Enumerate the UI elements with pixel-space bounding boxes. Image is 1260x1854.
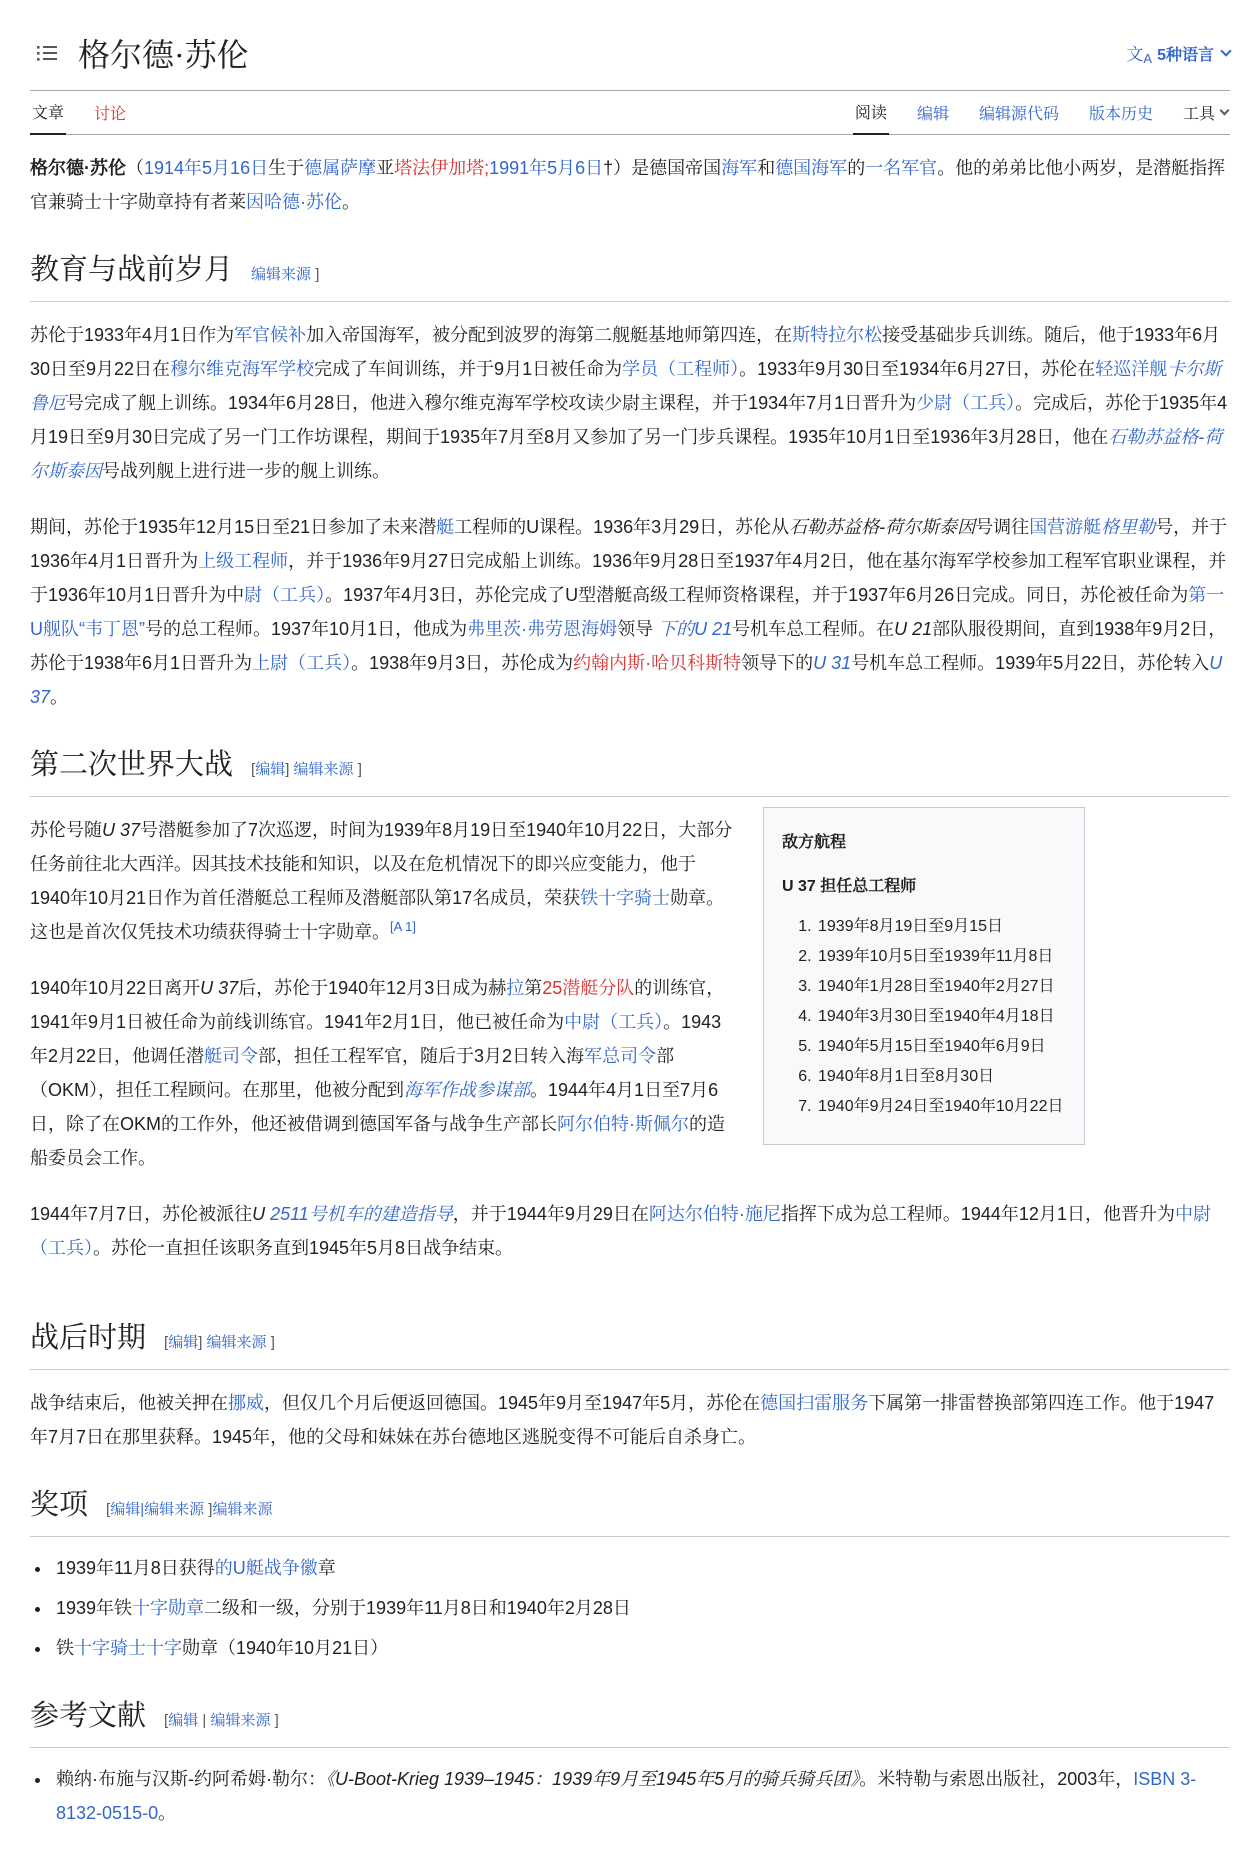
wiki-link[interactable]: 一名军官 xyxy=(865,158,938,178)
wiki-link[interactable]: 拉 xyxy=(506,978,525,998)
text-segment: ] xyxy=(198,1334,207,1351)
lead-paragraph xyxy=(30,151,1230,219)
patrol-item: 2. 1939年10月5日至1939年11月8日 xyxy=(816,942,1066,972)
tab-talk[interactable]: 讨论 xyxy=(94,105,127,123)
text-segment: 。完成后，苏伦于1935年4月19日至9月30日完成了另一门工作坊课程，期间于1935年7月至8月又参加了另一门步兵课程。1935年10月1日至1936年3月28日，他在 xyxy=(30,393,1228,447)
namespace-tabs xyxy=(30,91,128,134)
wiki-link[interactable]: 卡尔斯鲁厄 xyxy=(30,359,1222,413)
wiki-link[interactable]: [A 1] xyxy=(390,919,417,934)
wiki-link[interactable]: 2511号机车的建造指导 xyxy=(270,1204,453,1224)
wiki-link[interactable]: 军总司令 xyxy=(584,1046,657,1066)
wiki-link[interactable]: 德国扫雷服务 xyxy=(760,1393,869,1413)
text-segment: [ xyxy=(164,1334,169,1351)
hamburger-icon[interactable] xyxy=(30,36,64,70)
wiki-link[interactable]: 石勒苏益格-荷尔斯泰因 xyxy=(30,427,1223,481)
text-segment: 指挥下成为总工程师。1944年12月1日，他晋升为 xyxy=(780,1204,1175,1224)
section-edit-links xyxy=(164,1326,275,1360)
text-segment: [ xyxy=(251,761,256,778)
infobox-subtitle: U 37 担任总工程师 xyxy=(782,878,917,895)
section-title: 战后时期 xyxy=(30,1322,147,1354)
text-segment: 下属第一排雷替换部第四连工作。他于1947年7月7日在那里获释。1945年，他的父母和妹妹在苏台德地区逃脱变得不可能后自杀身亡。 xyxy=(30,1393,1215,1447)
section-title: 教育与战前岁月 xyxy=(30,254,234,286)
text-segment: 。他的弟弟比他小两岁，是潜艇指挥官兼骑士十字勋章持有者莱 xyxy=(30,158,1226,212)
wiki-link[interactable]: 编辑 xyxy=(168,1712,199,1729)
patrol-item: 6. 1940年8月1日至8月30日 xyxy=(816,1062,1066,1092)
text-segment: 1939年11月8日获得 xyxy=(56,1558,215,1578)
text-segment: 号战列舰上进行进一步的舰上训练。 xyxy=(102,461,390,481)
text-segment: 部队服役期间，直到1938年9月2日，苏伦于1938年6月1日晋升为 xyxy=(30,619,1227,673)
text-segment: 铁 xyxy=(56,1638,74,1658)
paragraph xyxy=(30,1197,1230,1265)
text-segment: （ xyxy=(126,158,144,178)
text-segment: 第 xyxy=(524,978,543,998)
text-segment: 号，并于1936年4月1日晋升为 xyxy=(30,517,1228,571)
chevron-down-icon xyxy=(1220,105,1230,115)
enemy-patrols-infobox xyxy=(763,807,1085,1145)
text-segment: 1940年10月22日离开 xyxy=(30,978,201,998)
wiki-link[interactable]: 因哈德·苏伦 xyxy=(246,192,342,212)
wiki-link[interactable]: 阿达尔伯特·施尼 xyxy=(648,1204,781,1224)
view-tabs xyxy=(853,91,1230,134)
section-edit-links xyxy=(106,1493,272,1527)
text-segment: 。 xyxy=(342,192,360,212)
text-segment: 亚 xyxy=(376,158,395,178)
patrol-item: 3. 1940年1月28日至1940年2月27日 xyxy=(816,972,1066,1002)
tab-article[interactable]: 文章 xyxy=(30,91,66,135)
award-item xyxy=(52,1591,1230,1625)
wiki-link[interactable]: 编辑 xyxy=(168,1334,199,1351)
list-icon-glyph xyxy=(36,42,58,64)
wiki-link[interactable]: 中尉（工兵） xyxy=(564,1012,664,1032)
wiki-link[interactable]: 中尉（工兵） xyxy=(30,1204,1211,1258)
wiki-link[interactable]: 上尉（工兵） xyxy=(252,653,352,673)
wiki-link[interactable]: 铁十字骑士 xyxy=(580,888,671,908)
infobox-title: 敌方航程 xyxy=(782,834,847,851)
wiki-link[interactable]: 的U艇战争徽 xyxy=(214,1558,318,1578)
text-segment: 和 xyxy=(757,158,776,178)
wiki-link[interactable]: 海军作战参谋部 xyxy=(404,1080,530,1100)
tab-read[interactable]: 阅读 xyxy=(853,91,889,135)
text-segment: 完成了车间训练，并于9月1日被任命为 xyxy=(314,359,623,379)
references-list xyxy=(52,1762,1230,1830)
section-heading-awards xyxy=(30,1488,1230,1537)
section-heading-references xyxy=(30,1699,1230,1748)
text-segment: 。1937年4月3日，苏伦完成了U型潜艇高级工程师资格课程，并于1937年6月26日完成。同日，苏伦被任命为 xyxy=(325,585,1189,605)
tab-edit[interactable]: 编辑 xyxy=(916,105,949,123)
text-segment: 领导 xyxy=(617,619,659,639)
text-segment: 。米特勒与索恩出版社，2003年， xyxy=(859,1769,1134,1789)
text-segment: †）是德国帝国 xyxy=(603,158,722,178)
text-segment: 苏伦于1933年4月1日作为 xyxy=(30,325,235,345)
text-segment: 号的总工程师。1937年10月1日，他成为 xyxy=(145,619,468,639)
wiki-link[interactable]: 德国海军 xyxy=(775,158,848,178)
text-segment: 。 xyxy=(158,1803,177,1823)
red-link[interactable]: 25潜艇分队 xyxy=(542,978,635,998)
wiki-link[interactable]: 编辑 xyxy=(255,761,286,778)
text-segment: 赖纳·布施与汉斯-约阿希姆·勒尔： xyxy=(56,1769,326,1789)
text-segment: 加入帝国海军，被分配到波罗的海第二舰艇基地师第四连，在 xyxy=(306,325,793,345)
paragraph xyxy=(30,318,1230,488)
page-title: 格尔德·苏伦 xyxy=(78,37,249,73)
text-segment: 战争结束后，他被关押在 xyxy=(30,1393,228,1413)
text-segment: 。1943年2月22日，他调任潜 xyxy=(30,1012,722,1066)
text-segment: 格尔德·苏伦 xyxy=(30,158,126,178)
section-edit-links xyxy=(251,258,319,292)
paragraph xyxy=(30,1386,1230,1454)
wiki-link[interactable]: 编辑来源 xyxy=(206,1712,271,1729)
text-segment: 的训练官，1941年9月1日被任命为前线训练官。1941年2月1日，他已被任命为 xyxy=(30,978,725,1032)
tools-menu-button[interactable]: 工具 xyxy=(1181,91,1230,134)
section-edit-links xyxy=(251,753,362,787)
patrol-item: 7. 1940年9月24日至1940年10月22日 xyxy=(816,1092,1066,1122)
award-item xyxy=(52,1551,1230,1585)
text-segment: U 37 xyxy=(102,820,141,840)
wiki-link[interactable]: 格里勒 xyxy=(1101,517,1156,537)
article-content xyxy=(30,151,1230,1830)
text-segment: ] xyxy=(270,1712,279,1729)
wiki-link[interactable]: ISBN 3-8132-0515-0 xyxy=(56,1769,1197,1823)
patrol-item: 4. 1940年3月30日至1940年4月18日 xyxy=(816,1002,1066,1032)
text-segment: U 21 xyxy=(894,619,933,639)
text-segment: 部（OKM），担任工程顾问。在那里，他被分配到 xyxy=(30,1046,675,1100)
wiki-link[interactable]: 编辑来源 xyxy=(212,1501,273,1518)
text-segment: ] xyxy=(204,1501,213,1518)
paragraph xyxy=(30,510,1230,714)
text-segment: ，并于1944年9月29日在 xyxy=(452,1204,649,1224)
text-segment: 。1933年9月30日至1934年6月27日，苏伦在 xyxy=(739,359,1096,379)
language-icon: 文$_A$ xyxy=(1126,45,1153,66)
text-segment: 期间，苏伦于1935年12月15日至21日参加了未来潜 xyxy=(30,517,437,537)
awards-list xyxy=(52,1551,1230,1665)
wiki-link[interactable]: 编辑来源 xyxy=(251,266,312,283)
text-segment: 的 xyxy=(847,158,866,178)
wiki-link[interactable]: 穆尔维克海军学校 xyxy=(170,359,315,379)
text-segment: ，但仅几个月后便返回德国。1945年9月至1947年5月，苏伦在 xyxy=(264,1393,761,1413)
text-segment: 《U-Boot-Krieg 1939–1945：1939年9月至1945年5月的骑兵骑兵团》 xyxy=(325,1769,860,1789)
text-segment: ] xyxy=(285,761,294,778)
wiki-link[interactable]: 1991年5月6日 xyxy=(489,158,604,178)
section-title: 参考文献 xyxy=(30,1700,147,1732)
text-segment: 领导下的 xyxy=(741,653,814,673)
wiki-link[interactable]: 斯特拉尔松 xyxy=(792,325,883,345)
wiki-link[interactable]: 尉（工兵） xyxy=(244,585,326,605)
text-segment: 部，担任工程军官，随后于3月2日转入海 xyxy=(258,1046,585,1066)
text-segment: U xyxy=(252,1204,271,1224)
text-segment: 二级和一级，分别于1939年11月8日和1940年2月28日 xyxy=(204,1598,631,1618)
text-segment: U 37 xyxy=(200,978,239,998)
wiki-link[interactable]: 轻巡洋舰 xyxy=(1095,359,1168,379)
text-segment: [ xyxy=(164,1712,169,1729)
wiki-link[interactable]: 编辑来源 xyxy=(206,1334,267,1351)
patrol-item: 5. 1940年5月15日至1940年6月9日 xyxy=(816,1032,1066,1062)
text-segment: 勋章（1940年10月21日） xyxy=(182,1638,389,1658)
section-heading-education xyxy=(30,253,1230,302)
tab-history[interactable]: 版本历史 xyxy=(1088,105,1153,123)
text-segment: 。 xyxy=(50,687,69,707)
reference-item xyxy=(52,1762,1230,1830)
text-segment: ] xyxy=(353,761,362,778)
text-segment: 号完成了舰上训练。1934年6月28日，他进入穆尔维克海军学校攻读少尉主课程，并于1934年7月1日晋升为 xyxy=(66,393,917,413)
text-segment: 生于 xyxy=(268,158,305,178)
text-segment: ] xyxy=(266,1334,275,1351)
text-segment: 号调往 xyxy=(975,517,1030,537)
patrol-list xyxy=(816,912,1066,1122)
text-segment: 接受基础步兵训练。随后，他于1933年6月30日至9月22日在 xyxy=(30,325,1221,379)
tab-edit-source[interactable]: 编辑源代码 xyxy=(978,105,1059,123)
wiki-link[interactable]: 十字骑士十字 xyxy=(74,1638,182,1658)
wiki-link[interactable]: 海军 xyxy=(721,158,758,178)
wiki-link[interactable]: U 31 xyxy=(813,653,852,673)
wiki-link[interactable]: 十字勋章 xyxy=(132,1598,205,1618)
text-segment: 。苏伦一直担任该职务直到1945年5月8日战争结束。 xyxy=(93,1238,514,1258)
text-segment: 1944年7月7日，苏伦被派往 xyxy=(30,1204,253,1224)
section-heading-wwii xyxy=(30,748,1230,797)
text-segment: ，并于1936年9月27日完成船上训练。1936年9月28日至1937年4月2日，他在基尔海军学校参加工程军官职业课程，并于1936年10月1日晋升为中 xyxy=(30,551,1227,605)
text-segment: 号潜艇参加了7次巡逻，时间为1939年8月19日至1940年10月22日，大部分任务前往北大西洋。因其技术技能和知识，以及在危机情况下的即兴应变能力，他于1940年10月21日作为首任潜艇总工程师及潜艇部队第17名成员，荣获 xyxy=(30,820,733,908)
text-segment: 石勒苏益格-荷尔斯泰因 xyxy=(789,517,976,537)
patrol-item: 1. 1939年8月19日至9月15日 xyxy=(816,912,1066,942)
red-link[interactable]: 塔法伊加塔 xyxy=(394,158,485,178)
wiki-link[interactable]: 第一U舰队“韦丁恩” xyxy=(30,585,1225,639)
text-segment: | xyxy=(198,1712,207,1729)
wiki-link[interactable]: 艇 xyxy=(436,517,455,537)
wiki-link[interactable]: 挪威 xyxy=(228,1393,264,1413)
wiki-link[interactable]: 上级工程师 xyxy=(198,551,289,571)
text-segment: 。1944年4月1日至7月6日，除了在OKM的工作外，他还被借调到德国军备与战争生产部长 xyxy=(30,1080,719,1134)
wiki-link[interactable]: 编辑来源 xyxy=(293,761,354,778)
language-selector-button[interactable] xyxy=(1126,40,1230,66)
wiki-link[interactable]: 军官候补 xyxy=(234,325,307,345)
text-segment: 的造船委员会工作。 xyxy=(30,1114,725,1168)
section-title: 第二次世界大战 xyxy=(30,749,234,781)
red-link[interactable]: 约翰内斯·哈贝科斯特 xyxy=(573,653,742,673)
section-title: 奖项 xyxy=(30,1489,89,1521)
article-header xyxy=(30,0,1230,91)
text-segment: 号机车总工程师。1939年5月22日，苏伦转入 xyxy=(851,653,1210,673)
chevron-down-icon xyxy=(1220,45,1231,56)
section-edit-links xyxy=(164,1704,279,1738)
red-link[interactable]: ; xyxy=(484,158,490,178)
section-heading-postwar xyxy=(30,1321,1230,1370)
language-count-label: 5种语言 xyxy=(1157,46,1214,64)
text-segment: 章 xyxy=(317,1558,336,1578)
wiki-link[interactable]: 艇司令 xyxy=(204,1046,259,1066)
text-segment: ] xyxy=(311,266,320,283)
award-item xyxy=(52,1631,1230,1665)
wiki-link[interactable]: 国营游艇 xyxy=(1029,517,1102,537)
text-segment: 后，苏伦于1940年12月3日成为赫 xyxy=(238,978,507,998)
wiki-link[interactable]: 德属萨摩 xyxy=(304,158,377,178)
article-tabbar xyxy=(30,91,1230,135)
text-segment: 1939年铁 xyxy=(56,1598,133,1618)
wiki-link[interactable]: 编辑|编辑来源 xyxy=(110,1501,205,1518)
wiki-link[interactable]: 学员（工程师） xyxy=(622,359,740,379)
wiki-link[interactable]: 下的U 21 xyxy=(658,619,733,639)
wiki-link[interactable]: 弗里茨·弗劳恩海姆 xyxy=(467,619,618,639)
wiki-link[interactable]: 阿尔伯特·斯佩尔 xyxy=(557,1114,689,1134)
text-segment: 号机车总工程师。在 xyxy=(732,619,895,639)
text-segment: 。1938年9月3日，苏伦成为 xyxy=(351,653,574,673)
wiki-link[interactable]: 1914年5月16日 xyxy=(144,158,269,178)
wiki-link[interactable]: U 37 xyxy=(30,653,1223,707)
wiki-link[interactable]: 少尉（工兵） xyxy=(916,393,1016,413)
text-segment: [ xyxy=(106,1501,111,1518)
text-segment: 勋章。这也是首次仅凭技术功绩获得骑士十字勋章。 xyxy=(30,888,725,942)
text-segment: 工程师的U课程。1936年3月29日，苏伦从 xyxy=(454,517,790,537)
text-segment: 苏伦号随 xyxy=(30,820,102,840)
